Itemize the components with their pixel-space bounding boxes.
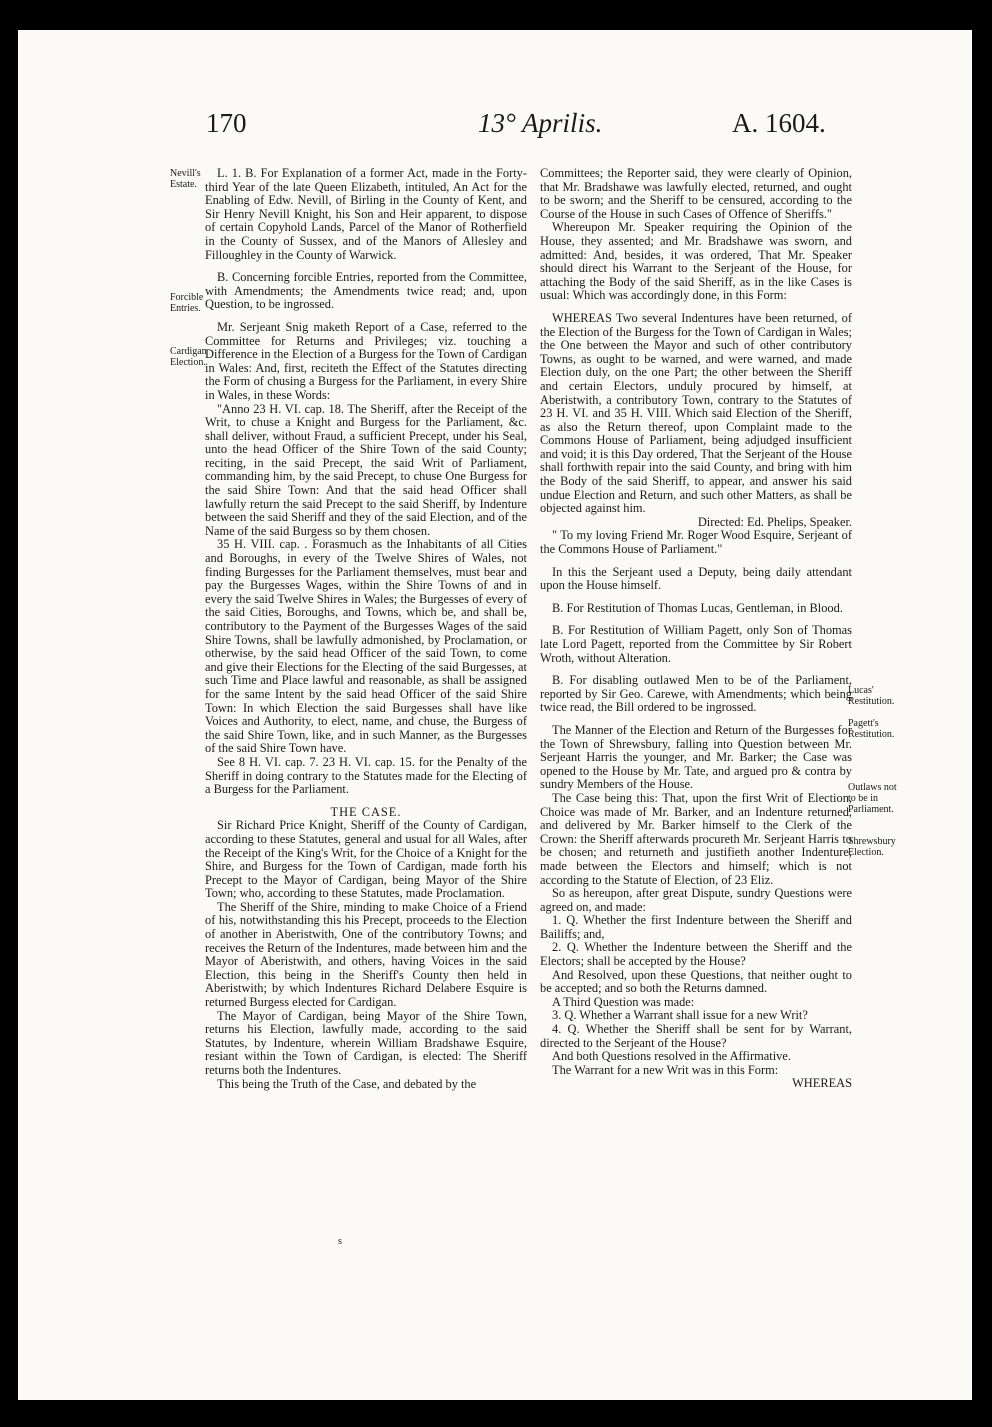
paragraph: L. 1. B. For Explanation of a former Act, made in the Forty-third Year of the late Queen Elizabeth, intituled, An Act for the Enabling of Edw. Nevill, of Birling in the County of Kent, and Sir Henry Nevill Knight, his Son and Heir apparent, to dispose of certain Copyhold Lands, Parcel of the Manor of Rotherfield in the County of Sussex, and of the Manors of Allesley and Filloughley in the County of Warwick.	[205, 166, 527, 262]
section-heading: THE CASE.	[330, 804, 402, 819]
page-number: 170	[206, 108, 247, 138]
paragraph: The Case being this: That, upon the first Writ of Election, Choice was made of Mr. Barker, and an Indenture returned, and delivered by Mr. Barker himself to the Clerk of the Crown: the Sheriff afterwards procureth Mr. Serjeant Harris to be chosen; and returneth and justifieth another Indenture, made between the Electors and himself; which is not according to the Statute of Election, of 23 Eliz.	[540, 790, 852, 887]
paragraph: 2. Q. Whether the Indenture between the Sheriff and the Electors; shall be accepted by the House?	[540, 940, 852, 969]
paragraph: See 8 H. VI. cap. 7. 23 H. VI. cap. 15. for the Penalty of the Sheriff in doing contrary to the Statutes made for the Electing of a Burgess for the Parliament.	[205, 754, 527, 797]
paragraph: In this the Serjeant used a Deputy, being daily attendant upon the House himself.	[540, 564, 852, 593]
margin-note-cardigan: Cardigan Election.	[170, 346, 207, 368]
margin-note-nevill: Nevill's Estate.	[170, 168, 201, 190]
paragraph: B. For Restitution of William Pagett, only Son of Thomas late Lord Pagett, reported from the Committee by Sir Robert Wroth, without Alteration.	[540, 623, 852, 665]
paragraph: The Manner of the Election and Return of the Burgesses for the Town of Shrewsbury, falling into Question between Mr. Serjeant Harris the younger, and Mr. Barker; the Case was opened to the House by Mr. Tate, and argued pro & contra by sundry Members of the House.	[540, 722, 852, 792]
signature-line: Directed: Ed. Phelips, Speaker.	[697, 514, 852, 529]
paragraph: 35 H. VIII. cap. . Forasmuch as the Inhabitants of all Cities and Boroughs, in every of the Twelve Shires of Wales, not finding Burgesses for the Parliament themselves, must bear and pay the Burgesses Wages, within the Shire Towns of and in every the said Twelve Shires in Wales; the Burgesses of every of the said Cities, Boroughs, and Towns, which be, and shall be, contributory to the Payment of the Burgesses Wages of the said Shire Towns, shall be lawfully admonished, by Proclamation, or otherwise, by the said head Officer of the said Town, to come and give their Elections for the Electing of the said Burgesses, at such Time and Place lawful and reasonable, as shall be assigned for the same Intent by the said head Officer of the said Shire Town: In which Election the said Burgesses shall have like Voices and Authority, to elect, name, and chuse, the Burgess of the said Shire Town, like, and in such Manner, as the Burgesses of the said Shire Town have.	[205, 537, 527, 756]
paragraph: A Third Question was made:	[552, 994, 695, 1009]
margin-note-lucas: Lucas' Restitution.	[848, 685, 895, 707]
paragraph: The Sheriff of the Shire, minding to make Choice of a Friend of his, notwithstanding this his Precept, proceeds to the Election of another in Aberistwith, One of the contributory Towns; and receives the Return of the Indentures, made between him and the Mayor of Aberistwith, and others, having Voices in the said Election, this being in the Sheriff's County then held in Aberistwith; by which Indentures Richard Delabere Esquire is returned Burgess elected for Cardigan.	[205, 899, 527, 1010]
catchword: WHEREAS	[792, 1076, 852, 1091]
paragraph: B. Concerning forcible Entries, reported from the Committee, with Amendments; the Amendments twice read; and, upon Question, to be ingrossed.	[205, 270, 527, 312]
left-column	[205, 167, 527, 1091]
paragraph: B. For disabling outlawed Men to be of the Parliament, reported by Sir Geo. Carewe, with Amendments; which being twice read, the Bill ordered to be ingrossed.	[540, 673, 852, 715]
paragraph: Whereupon Mr. Speaker requiring the Opinion of the House, they assented; and Mr. Bradshawe was sworn, and admitted: And, besides, it was ordered, That Mr. Speaker should direct his Warrant to the Serjeant of the House, for attaching the Body of the said Sheriff, as in the like Cases is usual: Which was accordingly done, in this Form:	[540, 220, 852, 303]
paragraph: The Warrant for a new Writ was in this Form:	[552, 1062, 779, 1077]
footer-mark: s	[338, 1236, 342, 1247]
paragraph: "Anno 23 H. VI. cap. 18. The Sheriff, after the Receipt of the Writ, to chuse a Knight and Burgess for the Parliament, &c. shall deliver, without Fraud, a sufficient Precept, under his Seal, unto the head Officer of the Shire Town of the said County; reciting, in the said Precept, the said Writ of Parliament, commanding him, by the said Precept, to chuse One Burgess for the said Shire Town: And that the said head Officer shall lawfully return the said Precept to the said Sheriff, by Indenture between the said Sheriff and they of the said Election, and of the Name of the said Burgess so by them chosen.	[205, 401, 527, 538]
page-date: 13° Aprilis.	[478, 108, 603, 138]
margin-note-shrewsbury: Shrewsbury Election.	[848, 836, 896, 858]
paragraph: This being the Truth of the Case, and debated by the	[217, 1076, 477, 1091]
paragraph: Mr. Serjeant Snig maketh Report of a Case, referred to the Committee for Returns and Privileges; viz. touching a Difference in the Election of a Burgess for the Town of Cardigan in Wales: And, first, reciteth the Effect of the Statutes directing the Form of chusing a Burgess for the Parliament, in every Shire in Wales, in these Words:	[205, 319, 527, 402]
paragraph: The Mayor of Cardigan, being Mayor of the Shire Town, returns his Election, lawfully made, according to the said Statutes, by Indenture, wherein William Bradshawe Esquire, resiant within the Town of Cardigan, is elected: The Sheriff returns both the Indentures.	[205, 1008, 527, 1077]
paragraph: 4. Q. Whether the Sheriff shall be sent for by Warrant, directed to the Serjeant of the House?	[540, 1022, 852, 1050]
paragraph: And Resolved, upon these Questions, that neither ought to be accepted; and so both the Returns damned.	[540, 967, 852, 996]
right-column	[540, 167, 852, 1091]
margin-note-outlaws: Outlaws not to be in Parliament.	[848, 782, 897, 815]
paragraph: Sir Richard Price Knight, Sheriff of the County of Cardigan, according to these Statutes, general and usual for all Wales, after the Receipt of the King's Writ, for the Choice of a Knight for the Shire, and Burgess for the Town of Cardigan, made forth his Precept to the Mayor of Cardigan, being Mayor of the Shire Town; who, according to these Statutes, made Proclamation.	[205, 818, 527, 901]
paragraph: 1. Q. Whether the first Indenture between the Sheriff and Bailiffs; and,	[540, 913, 852, 941]
paragraph: 3. Q. Whether a Warrant shall issue for a new Writ?	[552, 1008, 808, 1023]
paragraph: And both Questions resolved in the Affirmative.	[552, 1049, 791, 1064]
paragraph: B. For Restitution of Thomas Lucas, Gentleman, in Blood.	[552, 600, 843, 615]
paragraph: WHEREAS Two several Indentures have been returned, of the Election of the Burgess for the Town of Cardigan in Wales; the One between the Mayor and such of other contributory Towns, as ought to be warned, and were warned, and made Election duly, on the one Part; the other between the Sheriff and certain Electors, unduly procured by himself, at Aberistwith, a contributory Town, contrary to the Statutes of 23 H. VI. and 35 H. VIII. Which said Election of the Sheriff, as also the Return thereof, upon Complaint made to the Commons House of Parliament, being adjudged insufficient and void; it is this Day ordered, That the Serjeant of the House shall forthwith repair into the said County, and bring with him the Body of the said Sheriff, to appear, and answer his said undue Election and Return, and such other Matters, as shall be objected against him.	[540, 310, 852, 516]
margin-note-pagett: Pagett's Restitution.	[848, 718, 895, 740]
paragraph: So as hereupon, after great Dispute, sundry Questions were agreed on, and made:	[540, 886, 852, 914]
paragraph: Committees; the Reporter said, they were clearly of Opinion, that Mr. Bradshawe was lawfully elected, returned, and ought to be sworn; and the Sheriff to be censured, according to the Course of the House in such Cases of Offence of Sheriffs."	[540, 166, 852, 221]
margin-note-forcible: Forcible Entries.	[170, 292, 204, 314]
paragraph: " To my loving Friend Mr. Roger Wood Esquire, Serjeant of the Commons House of Parliament."	[540, 528, 852, 557]
page-year: A. 1604.	[732, 108, 826, 138]
